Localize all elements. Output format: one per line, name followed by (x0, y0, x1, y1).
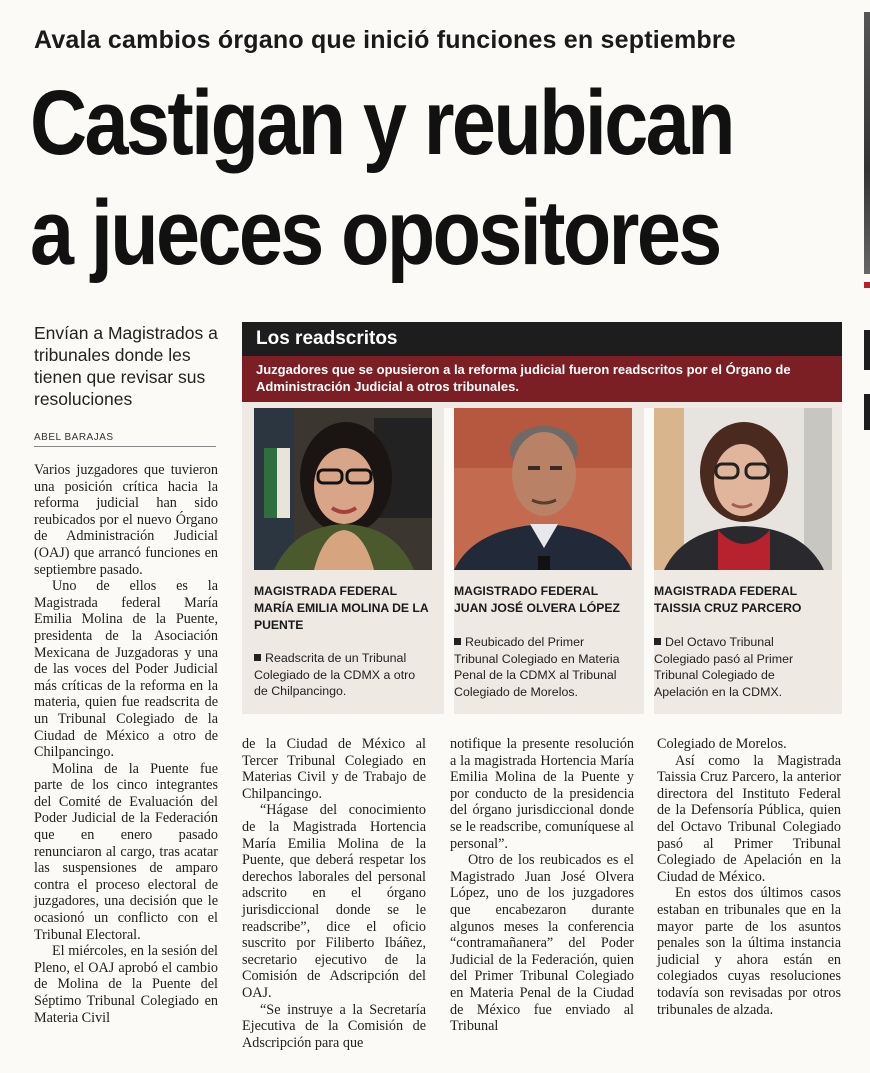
person-description (654, 634, 830, 700)
paragraph: Otro de los reubicados es el Magistrado Juan José Olvera López, uno de los juzgadores que encabezaron durante algunos meses la conferencia “contramañanera” del Poder Judicial de la Federación, quien del Primer Tribunal Colegiado en Materia Penal de la Ciudad de México fue enviado al Tribunal (450, 852, 634, 1035)
paragraph: Molina de la Puente fue parte de los cinco integrantes del Comité de Evaluación del Poder Judicial de la Federación que en enero pasado renunciaron al cargo, tras acatar las suspensiones de amparo contra el proceso electoral de juzgadores, una decisión que le ocasionó un conflicto con el Tribunal Electoral. (34, 760, 218, 943)
photo-taissia-cruz (654, 408, 832, 570)
paragraph: Varios juzgadores que tuvieron una posición crítica hacia la reforma judicial han sido reubicados por el nuevo Órgano de Administración Judicial (OAJ) que arrancó funciones en septiembre pasado. (34, 462, 218, 578)
article-column-2 (242, 736, 426, 1051)
adjacent-accent (864, 282, 870, 288)
article-column-4 (657, 736, 841, 1018)
article-column-1 (34, 462, 218, 1026)
paragraph: En estos dos últimos casos estaban en tribunales que en la mayor parte de los asuntos penales son la última instancia judicial y ahora están en colegiados cuyas resoluciones todavía son revisadas por otros tribunales de alzada. (657, 885, 841, 1018)
paragraph: de la Ciudad de México al Tercer Tribunal Colegiado en Materias Civil y de Trabajo de Chilpancingo. (242, 736, 426, 802)
photo-maria-emilia-molina (254, 408, 432, 570)
byline: ABEL BARAJAS (34, 432, 216, 447)
adjacent-photo-edge (864, 12, 870, 274)
paragraph: Así como la Magistrada Taissia Cruz Parcero, la anterior directora del Instituto Federal de la Defensoría Pública, quien del Octavo Tribunal Colegiado pasó al Primer Tribunal Colegiado de Apelación en la Ciudad de México. (657, 752, 841, 885)
box-divider (644, 408, 654, 714)
headline (30, 68, 860, 288)
headline-line-2: a jueces opositores (30, 182, 720, 284)
box-divider (444, 408, 454, 714)
article-column-3 (450, 736, 634, 1035)
person-name: MAGISTRADA FEDERAL MARÍA EMILIA MOLINA DE LA PUENTE (254, 584, 429, 632)
headline-line-1: Castigan y reubican (30, 72, 733, 174)
paragraph: notifique la presente resolución a la magistrada Hortencia María Emilia Molina de la Puente y por conducto de la presidencia del órgano jurisdiccional donde se le readscribe, comuníquese al personal”. (450, 736, 634, 852)
paragraph: El miércoles, en la sesión del Pleno, el OAJ aprobó el cambio de Molina de la Puente del Séptimo Tribunal Colegiado en Materia Civil (34, 943, 218, 1026)
deck: Envían a Magistrados a tribunales donde les tienen que revisar sus resoluciones (34, 323, 218, 409)
paragraph: “Se instruye a la Secretaría Ejecutiva de la Comisión de Adscripción para que (242, 1001, 426, 1051)
bullet-square-icon (254, 654, 261, 661)
person-name: MAGISTRADA FEDERAL TAISSIA CRUZ PARCERO (654, 584, 802, 615)
adjacent-heading-edge (864, 330, 870, 370)
photo-juan-jose-olvera (454, 408, 632, 570)
paragraph: Uno de ellos es la Magistrada federal María Emilia Molina de la Puente, presidenta de la Asociación Mexicana de Juzgadoras y una de las voces del Poder Judicial más críticas de la reforma en la materia, quien fue readscrita de un Tribunal Colegiado de la Ciudad de México a otro de Chilpancingo. (34, 578, 218, 761)
paragraph: “Hágase del conocimiento de la Magistrada Hortencia María Emilia Molina de la Puente, que deberá respetar los derechos laborales del personal adscrito en el órgano jurisdiccional donde se le readscribe”, dice el oficio suscrito por Filiberto Ibáñez, secretario ejecutivo de la Comisión de Adscripción del OAJ. (242, 802, 426, 1001)
box-title: Los readscritos (242, 322, 842, 356)
person-description-text: Readscrita de un Tribunal Colegiado de la CDMX a otro de Chilpancingo. (254, 651, 416, 698)
person-description-text: Del Octavo Tribunal Colegiado pasó al Primer Tribunal Colegiado de Apelación en la CDMX. (654, 635, 794, 699)
bullet-square-icon (654, 638, 661, 645)
paragraph: Colegiado de Morelos. (657, 736, 787, 752)
person-name: MAGISTRADO FEDERAL JUAN JOSÉ OLVERA LÓPEZ (454, 584, 620, 615)
person-description (254, 650, 426, 700)
box-subtitle: Juzgadores que se opusieron a la reforma judicial fueron readscritos por el Órgano de Administración Judicial a otros tribunales. (242, 356, 842, 402)
kicker: Avala cambios órgano que inició funciones en septiembre (34, 26, 736, 54)
bullet-square-icon (454, 638, 461, 645)
person-description (454, 634, 630, 700)
person-description-text: Reubicado del Primer Tribunal Colegiado en Materia Penal de la CDMX al Tribunal Colegiado de Morelos. (454, 635, 620, 699)
adjacent-heading-edge (864, 394, 870, 430)
